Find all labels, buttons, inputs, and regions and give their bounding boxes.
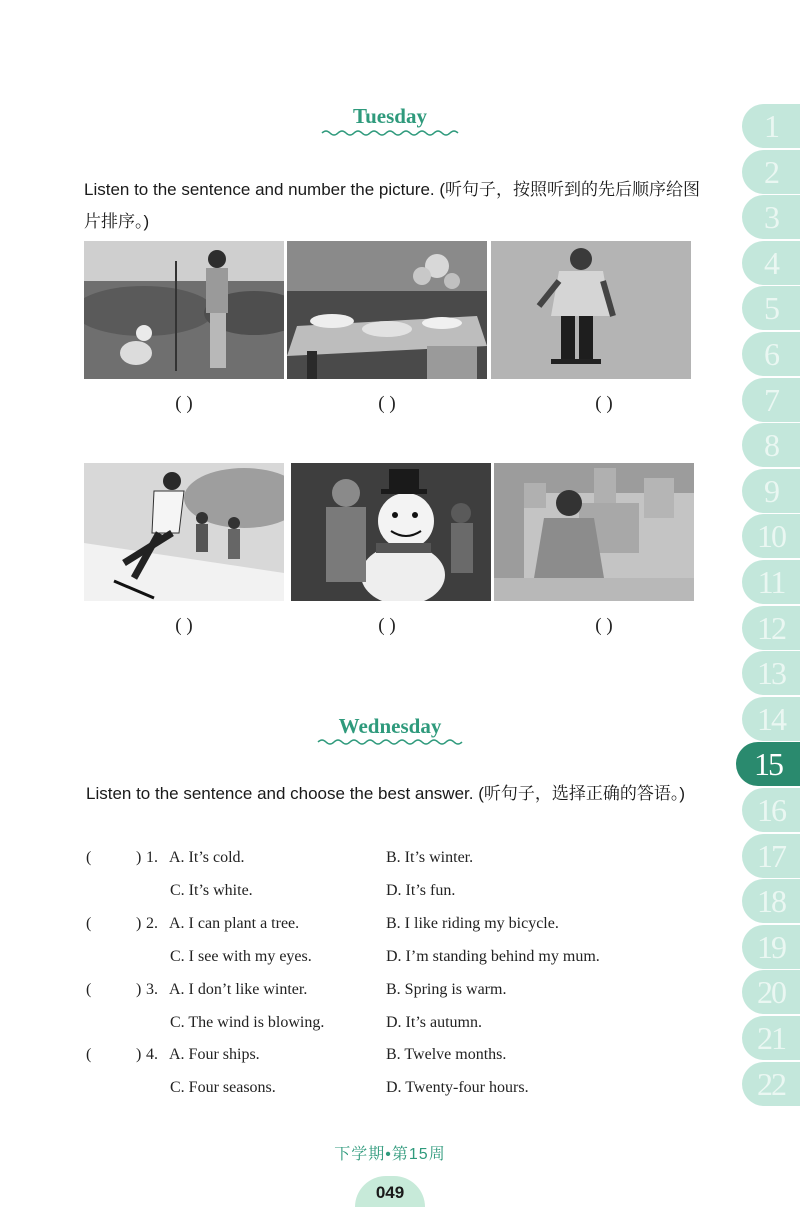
tab-week-22[interactable]: 22 [742, 1062, 800, 1106]
option-b: B. It’s winter. [386, 849, 474, 866]
question-3-cd [86, 1014, 666, 1044]
question-1-cd [86, 882, 666, 912]
wave-divider-icon [0, 737, 780, 747]
footer-label: 下学期•第15周 [334, 1146, 446, 1163]
question-2-cd [86, 948, 666, 978]
option-b: B. Twelve months. [386, 1046, 507, 1063]
wednesday-instruction: Listen to the sentence and choose the best answer. (听句子，选择正确的答语。) [86, 784, 686, 803]
option-c: C. I see with my eyes. [170, 948, 312, 965]
answer-blank-close[interactable]: ) [136, 849, 142, 866]
photo-skiing-family [84, 463, 284, 601]
tab-week-20[interactable]: 20 [742, 970, 800, 1014]
wednesday-heading: Wednesday [338, 714, 442, 738]
question-1 [86, 849, 666, 879]
tuesday-instruction: Listen to the sentence and number the picture. (听句子，按照听到的先后顺序给图片排序。) [84, 180, 701, 231]
tab-week-4[interactable]: 4 [742, 241, 800, 285]
answer-blank-open[interactable]: ( [86, 915, 92, 932]
tab-week-6[interactable]: 6 [742, 332, 800, 376]
wave-divider-icon [0, 128, 780, 138]
answer-blank-open[interactable]: ( [86, 1046, 92, 1063]
tab-week-7[interactable]: 7 [742, 378, 800, 422]
tab-week-19[interactable]: 19 [742, 925, 800, 969]
tab-week-8[interactable]: 8 [742, 423, 800, 467]
answer-blank[interactable]: ( ) [595, 615, 613, 636]
option-b: B. Spring is warm. [386, 981, 507, 998]
tab-week-18[interactable]: 18 [742, 879, 800, 923]
option-b: B. I like riding my bicycle. [386, 915, 559, 932]
tab-week-3[interactable]: 3 [742, 195, 800, 239]
tab-week-10[interactable]: 10 [742, 514, 800, 558]
question-number: 4. [146, 1046, 158, 1063]
answer-blank-open[interactable]: ( [86, 981, 92, 998]
photo-picnic-table [287, 241, 487, 379]
option-d: D. I’m standing behind my mum. [386, 948, 600, 965]
tab-week-9[interactable]: 9 [742, 469, 800, 513]
option-a: A. I don’t like winter. [169, 981, 308, 998]
answer-blank[interactable]: ( ) [595, 393, 613, 414]
page-number: 049 [355, 1176, 425, 1207]
photo-skating-child [491, 241, 691, 379]
question-number: 1. [146, 849, 158, 866]
photo-sandcastle [494, 463, 694, 601]
tab-week-13[interactable]: 13 [742, 651, 800, 695]
answer-blank-open[interactable]: ( [86, 849, 92, 866]
tab-week-21[interactable]: 21 [742, 1016, 800, 1060]
option-c: C. The wind is blowing. [170, 1014, 325, 1031]
answer-blank-close[interactable]: ) [136, 915, 142, 932]
picnic-table-photo-icon [287, 241, 487, 379]
question-2 [86, 915, 666, 945]
answer-blank[interactable]: ( ) [378, 615, 396, 636]
question-4 [86, 1046, 666, 1076]
tab-week-17[interactable]: 17 [742, 834, 800, 878]
tab-week-1[interactable]: 1 [742, 104, 800, 148]
tab-week-15[interactable]: 15 [736, 742, 800, 786]
tab-week-11[interactable]: 11 [742, 560, 800, 604]
option-c: C. It’s white. [170, 882, 253, 899]
option-c: C. Four seasons. [170, 1079, 276, 1096]
skating-child-photo-icon [491, 241, 691, 379]
option-a: A. I can plant a tree. [169, 915, 300, 932]
tab-week-2[interactable]: 2 [742, 150, 800, 194]
answer-blank[interactable]: ( ) [378, 393, 396, 414]
option-a: A. It’s cold. [169, 849, 245, 866]
answer-blank[interactable]: ( ) [175, 615, 193, 636]
photo-tree-planting [84, 241, 284, 379]
tuesday-heading: Tuesday [353, 104, 427, 128]
question-4-cd [86, 1079, 666, 1109]
tree-planting-photo-icon [84, 241, 284, 379]
question-3 [86, 981, 666, 1011]
answer-blank-close[interactable]: ) [136, 1046, 142, 1063]
option-d: D. Twenty-four hours. [386, 1079, 529, 1096]
skiing-family-photo-icon [84, 463, 284, 601]
tab-week-12[interactable]: 12 [742, 606, 800, 650]
tab-week-5[interactable]: 5 [742, 286, 800, 330]
option-d: D. It’s fun. [386, 882, 456, 899]
question-number: 3. [146, 981, 158, 998]
answer-blank[interactable]: ( ) [175, 393, 193, 414]
tab-week-16[interactable]: 16 [742, 788, 800, 832]
sandcastle-photo-icon [494, 463, 694, 601]
option-d: D. It’s autumn. [386, 1014, 482, 1031]
option-a: A. Four ships. [169, 1046, 260, 1063]
answer-blank-close[interactable]: ) [136, 981, 142, 998]
tab-week-14[interactable]: 14 [742, 697, 800, 741]
question-number: 2. [146, 915, 158, 932]
snowman-photo-icon [291, 463, 491, 601]
photo-snowman [291, 463, 491, 601]
